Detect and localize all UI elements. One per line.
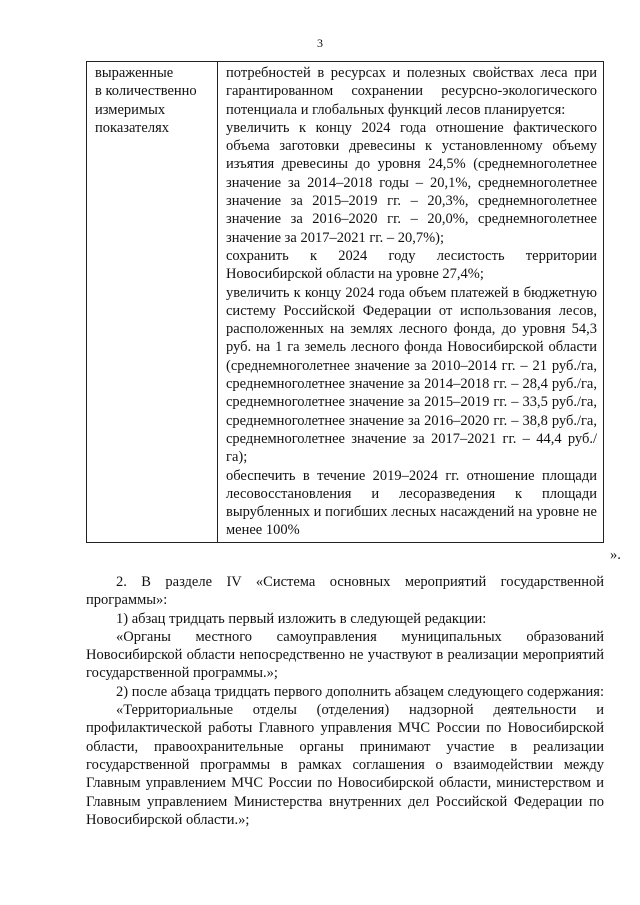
body-paragraph: 1) абзац тридцать первый изложить в следующей редакции:: [116, 610, 487, 627]
right-cell-paragraph: сохранить к 2024 году лесистость территории Новосибирской области на уровне 27,4%;: [226, 247, 597, 283]
left-cell-line: показателях: [95, 119, 169, 136]
left-cell-line: в количественно: [95, 83, 197, 100]
body-paragraph: 2) после абзаца тридцать первого дополнить абзацем следующего содержания:: [116, 683, 604, 700]
goals-table: [86, 61, 604, 543]
right-cell-paragraph: увеличить к концу 2024 года отношение фактического объема заготовки древесины к установленному объему изъятия древесины до уровня 24,5% (среднемноголетнее значение за 2014–2018 годы – 20,1%, среднемноголетнее значение за 2015–2019 гг. – 20,3%, среднемноголетнее значение за 2016–2020 гг. – 20,0%, среднемноголетнее значение за 2017–2021 гг. – 20,7%);: [226, 119, 597, 246]
left-cell-line: выраженные: [95, 65, 174, 81]
table-cell-indicator-label: [87, 62, 218, 543]
body-paragraph: 2. В разделе IV «Система основных мероприятий государственной программы»:: [86, 574, 604, 609]
body-paragraph: «Органы местного самоуправления муниципальных образований Новосибирской области непосредственно не участвуют в реализации мероприятий государственной программы.»;: [86, 628, 604, 682]
body-text: [86, 573, 604, 829]
body-paragraph: «Территориальные отделы (отделения) надзорной деятельности и профилактической работы Главного управления МЧС России по Новосибирской области, правоохранительные органы принимают участие в реализации государственной программы в рамках соглашения о взаимодействии между Главным управлением МЧС России по Новосибирской области, министерством и Главным управлением Министерства внутренних дел Российской Федерации по Новосибирской области.»;: [86, 702, 604, 828]
table-cell-indicator-values: [218, 62, 604, 543]
right-cell-paragraph: обеспечить в течение 2019–2024 гг. отношение площади лесовосстановления и лесоразведения к площади вырубленных и погибших лесных насаждений на уровне не менее 100%: [226, 467, 597, 539]
table-row: [87, 62, 604, 543]
right-cell-paragraph: потребностей в ресурсах и полезных свойствах леса при гарантированном сохранении ресурсно-экологического потенциала и глобальных функций лесов планируется:: [226, 65, 597, 118]
closing-quote: ».: [610, 547, 621, 563]
page-number: 3: [317, 36, 323, 50]
right-cell-paragraph: увеличить к концу 2024 года объем платежей в бюджетную систему Российской Федерации от использования лесов, расположенных на землях лесного фонда, до уровня 54,3 руб. на 1 га земель лесного фонда Новосибирской области (среднемноголетнее значение за 2010–2014 гг. – 21 руб./га, среднемноголетнее значение за 2014–2018 гг. – 28,4 руб./га, среднемноголетнее значение за 2015–2019 гг. – 33,5 руб./га, среднемноголетнее значение за 2016–2020 гг. – 38,8 руб./га, среднемноголетнее значение за 2017–2021 гг. – 44,4 руб./га);: [226, 284, 597, 466]
left-cell-line: измеримых: [95, 101, 166, 118]
